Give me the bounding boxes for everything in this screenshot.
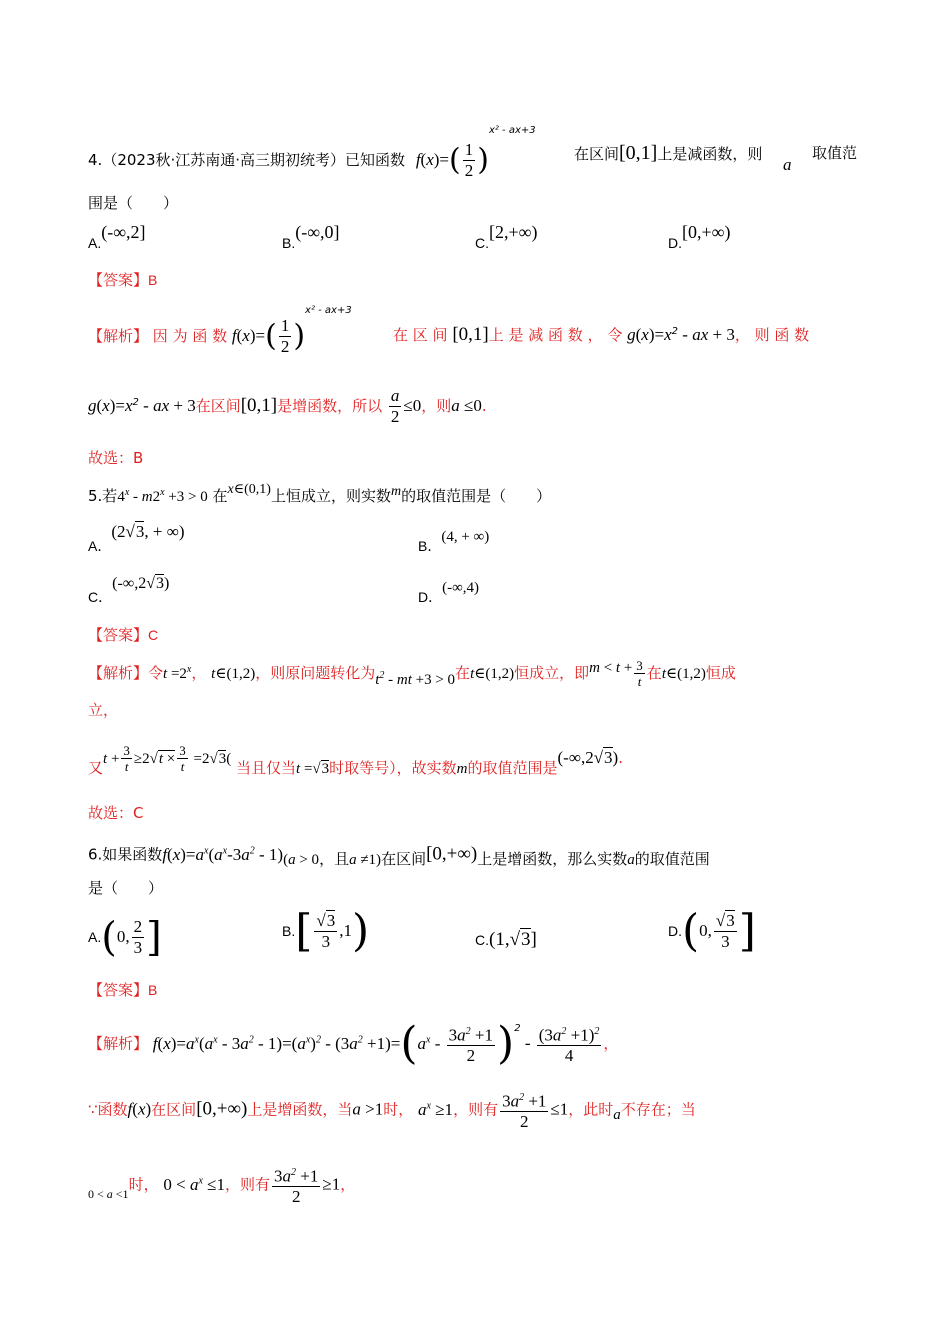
q5-conclusion: 故选：C <box>88 804 144 822</box>
q6-answer: 【答案】B <box>88 981 158 999</box>
q6-stem-line1: 6.如果函数$f(x)=a^x(a^x-3a^2 - 1)(a > 0$，且a ≠1)在区间[0,+∞)上是增函数，那么实数a的取值范围 <box>88 843 710 868</box>
q5-option-b: B．(4, + ∞) <box>418 529 490 554</box>
q4-option-d: D.[0,+∞) <box>668 222 731 251</box>
q4-stem-line2: 围是（ ） <box>88 194 179 212</box>
document-page: 4.（2023秋·江苏南通·高三期初统考）已知函数 f(x)=( $\frac{1}{2}$ )$^{x^2 - ax+3}$ 在区间[0,1]上是减函数，则 a 取值范 围是（ ） A.(-∞,2] B.(-∞,0] C.[2,+∞) D.[0,+∞) 【答案】B 【解析】 因 为 函 数 f(x)=( $\frac{1}{2}$ )$^{x^2 - ax+3}$ 在 区 间 [0,1]上 是 减 函 数 ， 令 $g(x)=x^2$ - ax + 3， 则 函 数 $g(x)=x^2$ - ax + 3在区间[0,1]是增函数，所以 $\frac{a}{2}$ ≤0，则a ≤0. 故选：B 5.若$4^x - m2^x +3 > 0$ 在x∈(0,1)上恒成立，则实数m的取值范围是（ ） A．(2√3, + ∞) B．(4, + ∞) C．(-∞,2√3) D．(-∞,4) 【答案】C 【解析】令$t =2^x$， t∈(1,2)，则原问题转化为$t^2$ - mt +3 > 0在t∈(1,2)恒成立，即m < t + $\frac{3}{t}$ 在t∈(1,2)恒成 立， 又t + $\frac{3}{t}$ ≥2√t × $\frac{3}{t}$ =2√3( 当且仅当t =√3时取等号），故实数m的取值范围是(-∞,2√3). 故选：C 6.如果函数$f(x)=a^x(a^x-3a^2 - 1)(a > 0$，且a ≠1)在区间[0,+∞)上是增函数，那么实数a的取值范围 是（ ） A.(0, $\frac{2}{3}$ ] B.[ $\frac{√3}{3}$ ,1) C.(1,√3] D.(0, $\frac{√3}{3}$ ] 【答案】B 【解析】 $f(x)=a^x(a^x - 3a^2 - 1)=(a^x)^2 - (3a^2 +1)=(a^x$ - $\frac{3a^2 +1}{2}$ )$^2$ - $\frac{(3a^2 +1)^2}{4}$ ， ∵函数f(x)在区间[0,+∞)上是增函数，当a >1时， $a^x \ge 1$，则有 $\frac{3a^2 +1}{2}$ ≤1，此时a不存在；当 $_{0 < a <1}$时， $0 < a^x \le 1$，则有 $\frac{3a^2 +1}{2}$ ≥1， <box>88 125 858 1207</box>
q6-option-b: B.[ $\frac{√3}{3}$ ,1) <box>282 905 370 957</box>
q5-answer: 【答案】C <box>88 626 159 644</box>
q5-explanation-line3: 又t + $\frac{3}{t}$ ≥2√t × $\frac{3}{t}$ =2√3( 当且仅当t =√3时取等号），故实数m的取值范围是(-∞,2√3). <box>88 743 623 777</box>
q6-stem-line2: 是（ ） <box>88 879 164 897</box>
q4-stem-line1: 4.（2023秋·江苏南通·高三期初统考）已知函数 f(x)=( $\frac{1}{2}$ )$^{x^2 - ax+3}$ <box>88 125 536 180</box>
q4-option-c: C.[2,+∞) <box>475 222 538 251</box>
q6-option-a: A.(0, $\frac{2}{3}$ ] <box>88 914 162 961</box>
q4-answer: 【答案】B <box>88 271 158 289</box>
q6-option-c: C.(1,√3] <box>475 929 537 950</box>
q4-explanation-line1: 【解析】 因 为 函 数 f(x)=( $\frac{1}{2}$ )$^{x^2 - ax+3}$ <box>88 305 352 356</box>
q4-option-a: A.(-∞,2] <box>88 222 146 251</box>
q4-option-b: B.(-∞,0] <box>282 222 340 251</box>
q6-option-d: D.(0, $\frac{√3}{3}$ ] <box>668 905 756 957</box>
q4-stem-line1b: 在区间[0,1]上是减函数，则 <box>574 142 763 164</box>
q4-source: （2023秋·江苏南通·高三期初统考）已知函数 <box>102 151 406 169</box>
q4-conclusion: 故选：B <box>88 449 144 467</box>
q5-explanation-line2: 立， <box>88 701 119 719</box>
q4-explanation-line2: $g(x)=x^2$ - ax + 3在区间[0,1]是增函数，所以 $\frac{a}{2}$ ≤0，则a ≤0. <box>88 386 487 426</box>
q5-option-d: D．(-∞,4) <box>418 580 480 605</box>
q5-option-c: C．(-∞,2√3) <box>88 575 170 605</box>
q5-option-a: A．(2√3, + ∞) <box>88 522 185 554</box>
q6-explanation-line1: 【解析】 $f(x)=a^x(a^x - 3a^2 - 1)=(a^x)^2 - (3a^2 +1)=(a^x$ - $\frac{3a^2 +1}{2}$ )$^2$ - $\frac{(3a^2 +1)^2}{4}$ ， <box>88 1018 619 1070</box>
q6-explanation-line3: $_{0 < a <1}$时， $0 < a^x \le 1$，则有 $\frac{3a^2 +1}{2}$ ≥1， <box>88 1155 355 1207</box>
q5-stem: 5.若$4^x - m2^x +3 > 0$ 在x∈(0,1)上恒成立，则实数m的取值范围是（ ） <box>88 482 552 505</box>
q5-explanation-line1: 【解析】令$t =2^x$， t∈(1,2)，则原问题转化为$t^2$ - mt +3 > 0在t∈(1,2)恒成立，即m < t + $\frac{3}{t}$ 在t∈(1,2)恒成 <box>88 658 736 689</box>
q4-function: f <box>415 150 421 169</box>
q4-number: 4. <box>88 151 103 169</box>
q6-explanation-line2: ∵函数f(x)在区间[0,+∞)上是增函数，当a >1时， $a^x \ge 1$，则有 $\frac{3a^2 +1}{2}$ ≤1，此时a不存在；当 <box>88 1082 696 1130</box>
